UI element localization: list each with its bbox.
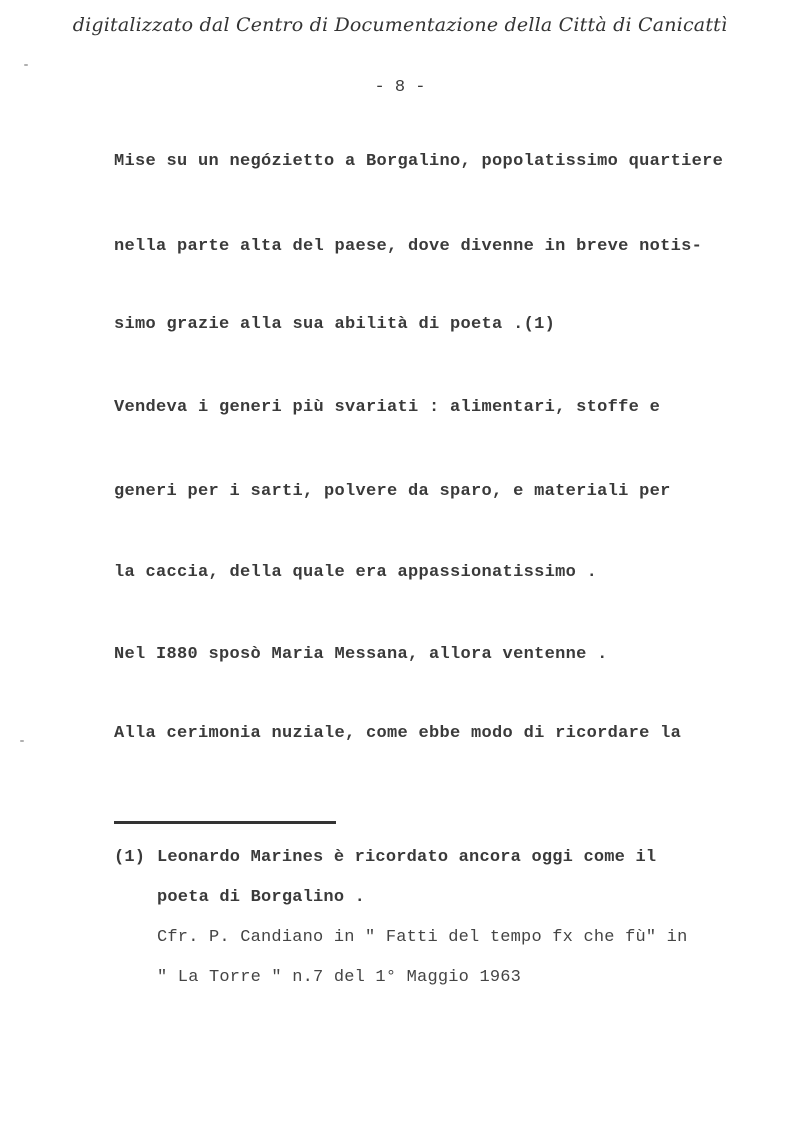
footnote-marker: (1) [114,848,146,867]
scan-speck [20,740,24,742]
scan-speck [24,64,28,66]
page-number: - 8 - [374,78,426,97]
body-line: la caccia, della quale era appassionatissimo . [114,563,598,582]
body-line: Vendeva i generi più svariati : alimentari, stoffe e [114,398,661,417]
body-line: nella parte alta del paese, dove divenne in breve notis- [114,237,703,256]
footnote-line: Cfr. P. Candiano in " Fatti del tempo fx che fù" in [157,928,688,947]
body-line: simo grazie alla sua abilità di poeta .(1) [114,315,556,334]
body-line: Alla cerimonia nuziale, come ebbe modo di ricordare la [114,724,682,743]
body-line: Nel I880 sposò Maria Messana, allora ventenne . [114,645,608,664]
body-line: generi per i sarti, polvere da sparo, e materiali per [114,482,671,501]
footnote-line: " La Torre " n.7 del 1° Maggio 1963 [157,968,522,987]
footnote-line: Leonardo Marines è ricordato ancora oggi come il [157,848,657,867]
footnote-line: poeta di Borgalino . [157,888,366,907]
body-line: Mise su un negózietto a Borgalino, popolatissimo quartiere [114,152,724,171]
digitization-header: digitalizzato dal Centro di Documentazione della Città di Canicattì [72,14,728,36]
footnote-separator [114,821,336,824]
